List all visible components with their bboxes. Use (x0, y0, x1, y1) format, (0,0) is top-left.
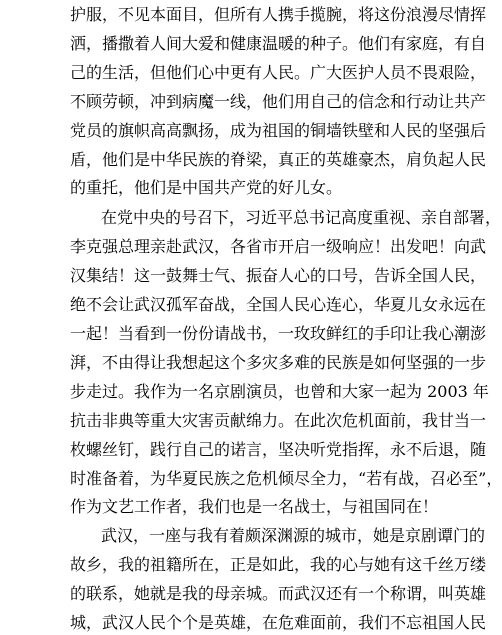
text-line: 一起！当看到一份份请战书，一玫玫鲜红的手印让我心潮澎 (70, 324, 487, 343)
text-line: 故乡，我的祖籍所在，正是如此，我的心与她有这千丝万缕 (70, 555, 487, 574)
text-line: 绝不会让武汉孤军奋战，全国人民心连心，华夏儿女永远在 (70, 295, 487, 314)
text-line: 洒，播撒着人间大爱和健康温暖的种子。他们有家庭，有自 (70, 34, 487, 53)
paragraph-first-line: 在党中央的号召下，习近平总书记高度重视、亲自部署， (101, 208, 502, 227)
text-line: 枚螺丝钉，践行自己的诺言，坚决听党指挥，永不后退，随 (70, 440, 487, 459)
text-line: 己的生活，但他们心中更有人民。广大医护人员不畏艰险， (70, 63, 487, 82)
text-line: 李克强总理亲赴武汉，各省市开启一级响应！出发吧！向武 (70, 237, 487, 256)
text-line: 护服，不见本面目，但所有人携手揽腕，将这份浪漫尽情挥 (70, 5, 487, 24)
text-line: 作为文艺工作者，我们也是一名战士，与祖国同在！ (70, 497, 439, 516)
text-line: 城，武汉人民个个是英雄，在危难面前，我们不忘祖国人民 (70, 613, 487, 632)
text-line: 的重托，他们是中国共产党的好儿女。 (70, 178, 343, 197)
text-line: 盾，他们是中华民族的脊梁，真正的英雄豪杰，肩负起人民 (70, 150, 487, 169)
text-line: 不顾劳顿，冲到病魔一线，他们用自己的信念和行动让共产 (70, 92, 487, 111)
text-line: 抗击非典等重大灾害贡献绵力。在此次危机面前，我甘当一 (70, 411, 487, 430)
text-line: 湃，不由得让我想起这个多灾多难的民族是如何坚强的一步 (70, 353, 487, 372)
text-line: 时准备着，为华夏民族之危机倾尽全力，“若有战，召必至”， (70, 469, 502, 488)
text-line: 步走过。我作为一名京剧演员，也曾和大家一起为 2003 年 (70, 382, 489, 401)
text-line: 党员的旗帜高高飘扬，成为祖国的铜墙铁壁和人民的坚强后 (70, 121, 487, 140)
text-line: 汉集结！这一鼓舞士气、振奋人心的口号，告诉全国人民， (70, 266, 487, 285)
text-line: 的联系，她就是我的母亲城。而武汉还有一个称谓，叫英雄 (70, 584, 487, 603)
paragraph-first-line: 武汉，一座与我有着颇深渊源的城市，她是京剧谭门的 (101, 526, 486, 545)
